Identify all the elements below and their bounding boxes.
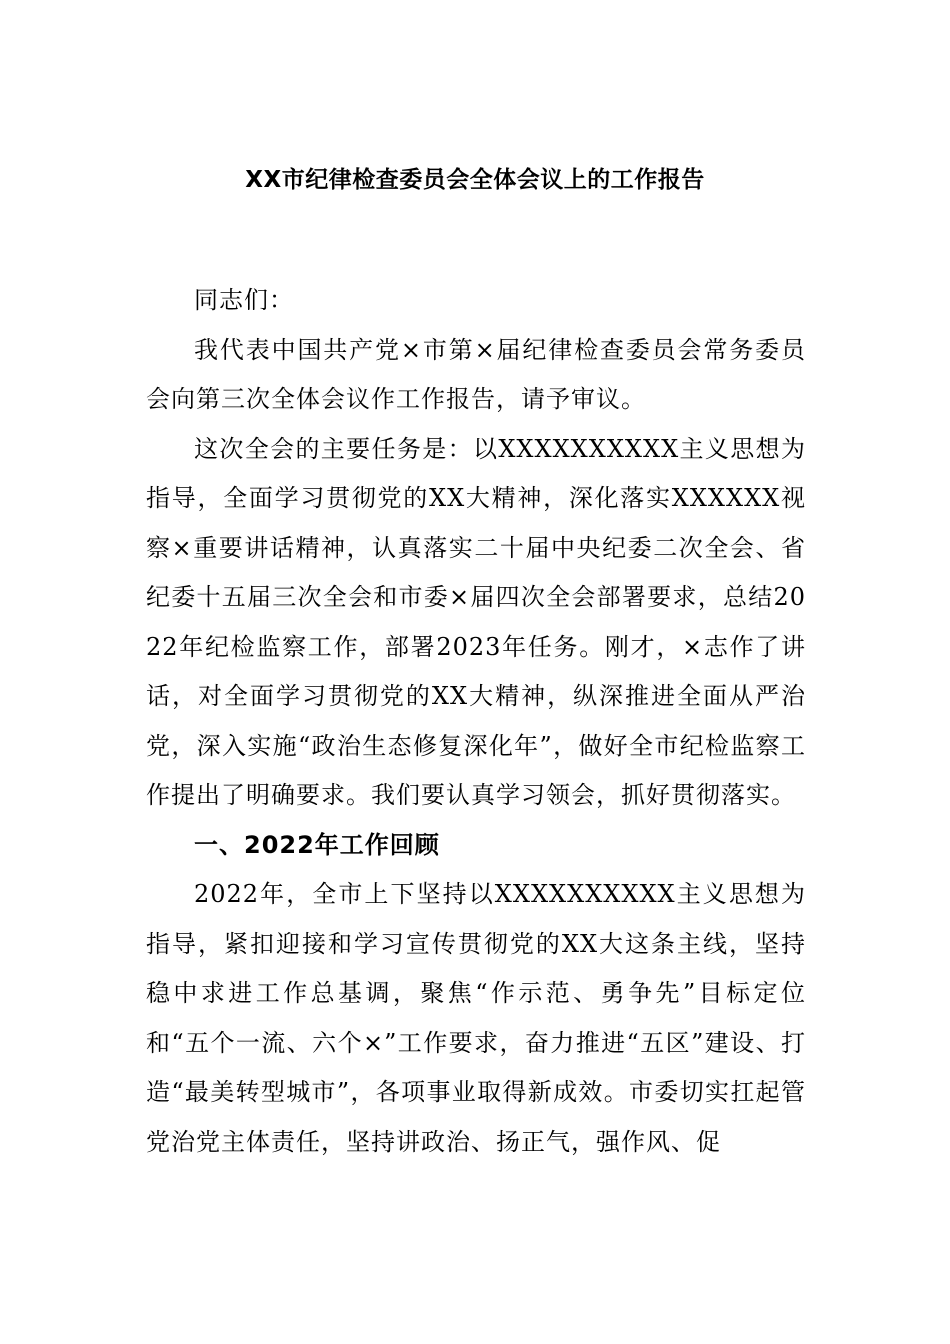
document-body bbox=[146, 276, 806, 1167]
section-heading: 一、2022年工作回顾 bbox=[194, 830, 440, 859]
paragraph-intro: 我代表中国共产党×市第×届纪律检查委员会常务委员会向第三次全体会议作工作报告，请予审议。 bbox=[146, 335, 806, 413]
paragraph-review: 2022年，全市上下坚持以XXXXXXXXXX主义思想为指导，紧扣迎接和学习宣传贯彻党的XX大这条主线，坚持稳中求进工作总基调，聚焦“作示范、勇争先”目标定位和“五个一流、六个×”工作要求，奋力推进“五区”建设、打造“最美转型城市”，各项事业取得新成效。市委切实扛起管党治党主体责任，坚持讲政治、扬正气，强作风、促 bbox=[146, 880, 806, 1156]
salutation: 同志们： bbox=[194, 286, 294, 314]
document-title: XX市纪律检查委员会全体会议上的工作报告 bbox=[245, 167, 705, 193]
paragraph-main-task: 这次全会的主要任务是：以XXXXXXXXXX主义思想为指导，全面学习贯彻党的XX大精神，深化落实XXXXXX视察×重要讲话精神，认真落实二十届中央纪委二次全会、省纪委十五届三次全会和市委×届四次全会部署要求，总结2022年纪检监察工作，部署2023年任务。刚才，×志作了讲话，对全面学习贯彻党的XX大精神，纵深推进全面从严治党，深入实施“政治生态修复深化年”，做好全市纪检监察工作提出了明确要求。我们要认真学习领会，抓好贯彻落实。 bbox=[146, 434, 806, 809]
